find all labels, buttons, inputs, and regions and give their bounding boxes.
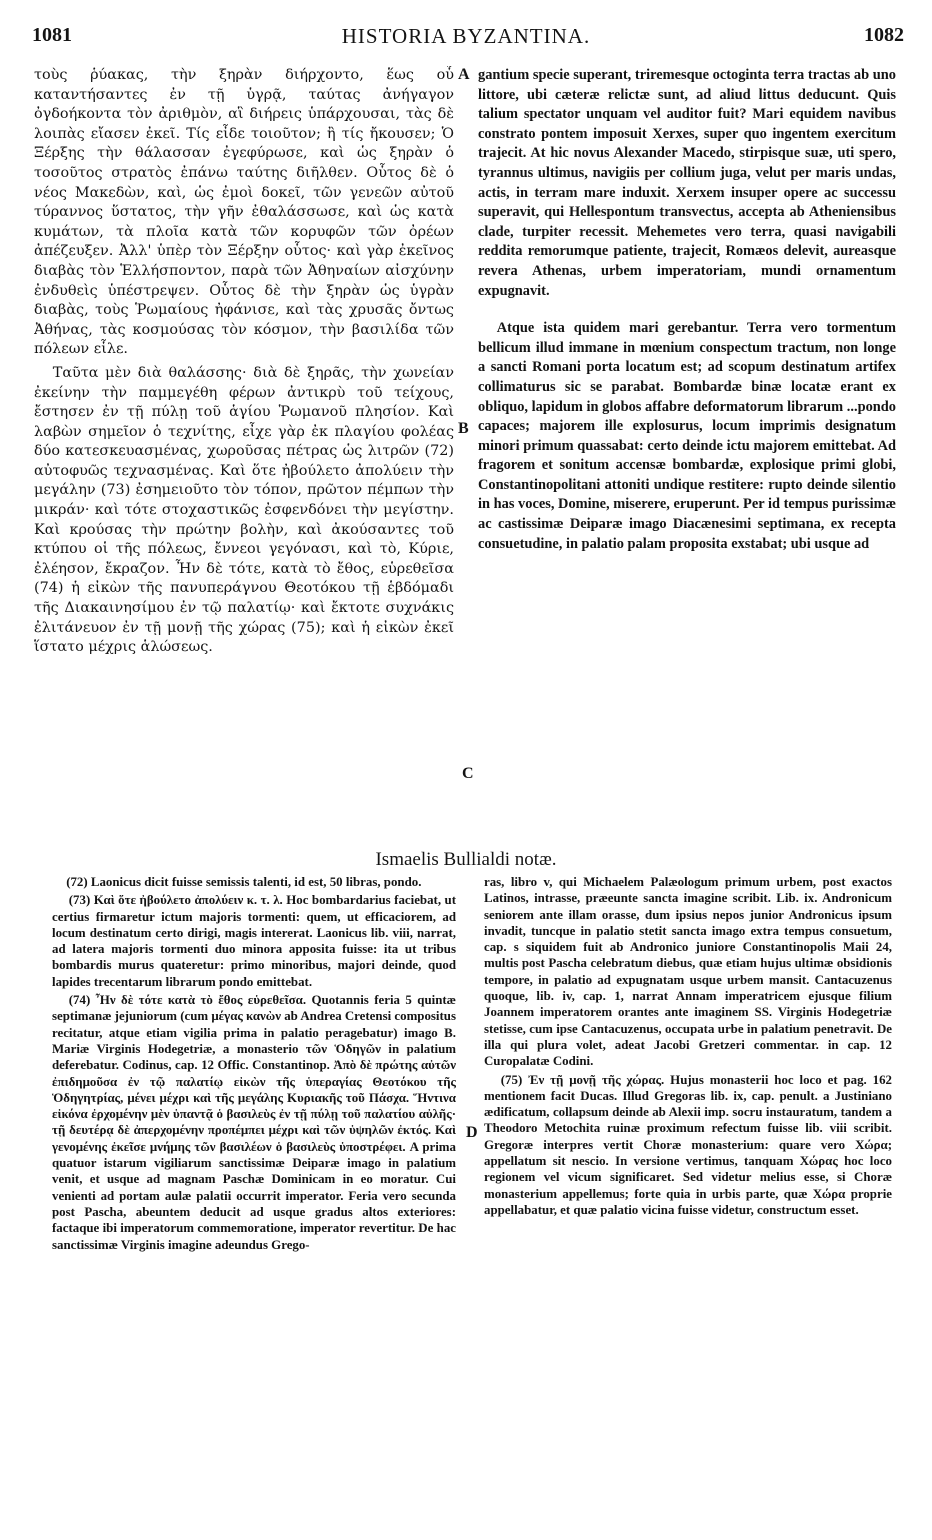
notes-left-column bbox=[52, 874, 456, 1524]
margin-letter-a: A bbox=[458, 66, 470, 83]
greek-column bbox=[34, 66, 454, 834]
latin-paragraph-1: gantium specie superant, triremesque octoginta terra tractas ab uno littore, ubi cæteræ relictæ sunt, ad aliud littus deducunt. Quis talium spectator unquam vel auditor fuit? Mari equidem navibus constrato pontem imposuit Xerxes, super quo ingentem exercitum trajecit. At hic novus Alexander Macedo, stirpisque suæ, uti spero, tyrannus ultimus, navigiis per collium juga, velut per maris undas, actis, in terram mare induxit. Xerxem insuper opere ac successu superavit, qui Hellespontum transvectus, accepta ab Atheniensibus clade, turpiter recessit. Mehemetes vero terra, quasi navigabili reddita remorumque patiente, trajecit, Romæos delevit, aureasque revera Athenas, urbem imperatoriam, mundi ornamentum expugnavit. bbox=[478, 67, 896, 299]
margin-letter-d: D bbox=[466, 1124, 478, 1141]
note-72: (72) Laonicus dicit fuisse semissis talenti, id est, 50 libras, pondo. bbox=[66, 875, 422, 889]
greek-paragraph-2: Ταῦτα μὲν διὰ θαλάσσης· διὰ δὲ ξηρᾶς, τὴν χωνείαν ἐκείνην τὴν παμμεγέθη φέρων ἀντικρὺ τοῦ τείχους, ἔστησεν ἐν τῇ πύλῃ τοῦ ἁγίου Ῥωμανοῦ πλησίον. Καὶ λαβὼν σημεῖον ὁ τεχνίτης, εἶχε γὰρ ἐκ πλαγίου φολέας δύο κατεσκευασμένας, χωροῦσας πέτρας ὡς λιτρῶν (72) αὐτοφυῶς τεχνασμένας. Καὶ ὅτε ἠβούλετο ἀπολύειν τὴν μεγάλην (73) ἐσημειοῦτο τὸν τόπον, πρῶτον πέμπων τὴν μικράν· καὶ τότε στοχαστικῶς ἐσφενδόνει τὴν μεγίστην. Καὶ κρούσας τὴν πρώτην βολὴν, καὶ ἀκούσαντες τοῦ κτύπου οἱ τῆς πόλεως, ἔννεοι γεγόνασι, καὶ τὸ, Κύριε, ἐλέησον, ἔκραζον. Ἦν δὲ τότε, κατὰ τὸ ἔθος, εὑρεθεῖσα (74) ἡ εἰκὼν τῆς πανυπεράγνου Θεοτόκου τῇ ἑβδόμαδι τῆς Διακαινησίμου ἐν τῷ παλατίῳ· καὶ ἔκτοτε συχνάκις ἐλιτάνευον ἐν τῇ μονῇ τῆς χώρας (75); καὶ ἡ εἰκὼν ἐκεῖ ἵστατο μέχρις ἁλώσεως. bbox=[34, 364, 454, 656]
note-75: (75) Ἐν τῇ μονῇ τῆς χώρας. Hujus monasterii hoc loco et pag. 162 mentionem facit Ducas. Illud Gregoras lib. ix, cap. penult. a Justiniano ædificatum, collapsum deinde ab Alexii imp. socru instauratum, tandem a Theodoro Metochita ruinæ proximum refectum fuisse lib. viii scribit. Gregoræ interpres vertit Choræ monasterium: quare vero Χώρα; appellatum sit nescio. In versione vertimus, tanquam Χώρας hoc loco regionem vel vicum significaret. Sed videtur melius esse, si Choræ monasterium appellemus; forte quia in urbis parte, quæ Χώρα proprie appellabatur, et quæ palatio vicina fuisse videtur, constructum esset. bbox=[484, 1072, 892, 1217]
note-74: (74) Ἦν δὲ τότε κατὰ τὸ ἔθος εὑρεθεῖσα. Quotannis feria 5 quintæ septimanæ jejuniorum (cum μέγας κανὼν ab Andrea Cretensi compositus recitatur, atque etiam vigilia prima in palatio peragebatur) imago B. Mariæ Virginis Hodegetriæ, a monasterio τῶν Ὁδηγῶν in palatium deferebatur. Codinus, cap. 12 Offic. Constantinop. Ἀπὸ δὲ πρώτης αὐτῶν ἐπιδημοῦσα ἐν τῷ παλατίῳ εἰκὼν τῆς ὑπεραγίας Θεοτόκου τῆς Ὁδηγητρίας, μένει μέχρι καὶ τῆς μεγάλης Κυριακῆς τοῦ Πάσχα. Ἥντινα εἰκόνα ἐρχομένην μὲν ὑπαντᾷ ὁ βασιλεὺς ἐν τῇ πύλῃ τοῦ παλατίου αὐλῆς· τῇ δευτέρᾳ δὲ ἀπερχομένην προπέμπει μέχρι καὶ τῶν ὑψηλῶν ἐκτός. Καὶ γενομένης ἐκεῖσε μνήμης τῶν βασιλέων ὁ βασιλεὺς ὑποστρέφει. A prima quatuor istarum vigiliarum sanctissimæ Deiparæ imago in palatium venit, et usque ad magnam Paschæ Dominicam in eo moratur. Cui venienti ad portam aulæ palatii occurrit imperator. Feria vero secunda post Pascha, abeuntem deducit ad usque gradus altos exteriores: factaque ibi imperatorum commemoratione, imperator revertitur. De hac sanctissimæ Virginis imagine adeundus Grego- bbox=[52, 993, 456, 1252]
note-73: (73) Καὶ ὅτε ἠβούλετο ἀπολύειν κ. τ. λ. Hoc bombardarius faciebat, ut certius firmaretur ictum majoris tormenti: quem, ut efficaciorem, ad locum destinatum certo dirigi, magis intererat. Laonicus lib. viii, narrat, ad latera majoris tormenti duo minora apposita fuisse: ita ut tribus bombardis murus quateretur: primo minoribus, majori deinde, quod lapides trecentarum librarum pondo emittebat. bbox=[52, 893, 456, 989]
notes-right-column bbox=[484, 874, 892, 1524]
page-number-right: 1082 bbox=[864, 24, 904, 46]
note-74-continued: ras, libro v, qui Michaelem Palæologum primum urbem, post exactos Latinos, intrasse, præeunte sancta imagine scribit. Lib. ix. Andronicum seniorem ante illam orasse, dum ipsius nepos junior Andronicus ipsum invadit, tuncque in palatio stetit sancta imago extra tempus consuetum, cap. s siquidem fuit ab Andronico juniore Constantinopolis Maii 24, multis post Pascha celebratum diebus, quæ etiam hujus ultimæ obsidionis tempore, in palatio ad expugnatam usque urbem mansit. Cantacuzenus quoque, lib. iv, cap. 1, narrat Annam imperatricem ejusque filium Joannem imperatorem orantes ante imaginem SS. Virginis Hodegetriæ stetisse, cum ipse Cantacuzenus, occupata urbe in palatium penetravit. De illa qui plura volet, adeat Jacobi Gretzeri commentar. in cap. 12 Curopalatæ Codini. bbox=[484, 875, 892, 1069]
latin-column bbox=[478, 66, 896, 834]
notes-heading: Ismaelis Bullialdi notæ. bbox=[375, 849, 557, 870]
page-title: HISTORIA BYZANTINA. bbox=[341, 24, 591, 48]
greek-paragraph-1: τοὺς ῥύακας, τὴν ξηρὰν διήρχοντο, ἕως οὗ καταντήσαντες ἐν τῇ ὑγρᾷ, ταύτας ἀνήγαγον ὀγδοήκοντα τὸν ἀριθμὸν, αἳ διήρεις ὑπάρχουσαι, τὰς δὲ λοιπὰς εἴασεν ἐκεῖ. Τίς εἶδε τοιοῦτον; ἢ τίς ἤκουσεν; Ὁ Ξέρξης τὴν θάλασσαν ἐγεφύρωσε, καὶ ὡς ξηρὰν ὁ τοσοῦτος στρατὸς ἐπάνω ταύτης διῆλθεν. Οὗτος δὲ ὁ νέος Μακεδὼν, καὶ, ὡς ἐμοὶ δοκεῖ, τῶν γενεῶν αὐτοῦ τύραννος ὕστατος, τὴν γῆν ἐθαλάσσωσε, καὶ ὡς κατὰ κυμάτων, τὰ πλοῖα κατὰ τῶν κορυφῶν τῶν ὀρέων ἀπέζευξεν. Ἀλλ' ὑπὲρ τὸν Ξέρξην οὗτος· καὶ γὰρ ἐκεῖνος διαβὰς τὸν Ἑλλήσποντον, παρὰ τῶν Ἀθηναίων αἰσχύνην ἐνδυθεὶς ὑπέστρεψεν. Οὗτος δὲ τὴν ξηρὰν ὡς ὑγρὰν διαβὰς, τοὺς Ῥωμαίους ἠφάνισε, καὶ τὰς χρυσᾶς ὄντως Ἀθήνας, τὰς κοσμούσας τὸν κόσμον, τὴν βασιλίδα τῶν πόλεων εἷλε. bbox=[34, 67, 454, 358]
page-number-left: 1081 bbox=[32, 24, 72, 46]
margin-letter-c: C bbox=[462, 765, 474, 782]
latin-paragraph-2: Atque ista quidem mari gerebantur. Terra vero tormentum bellicum illud immane in mœnium conspectum tractum, non longe a sancti Romani porta locatum est; ad scopum destinatum artifex collimaturus sic se parabat. Bombardæ binæ locatæ erant ex obliquo, lapidum in globos affabre deformatorum librarum ...pondo capaces; majorem ille explosurus, locum imprimis designatum minori primum quassabat: certo deinde ictu majorem emittebat. Ad fragorem et sonitum accensæ bombardæ, explosique primi globi, Constantinopolitani attoniti undique restitere: rupto deinde silentio in has voces, Domine, miserere, eruperunt. Per id tempus purissimæ ac castissimæ Deiparæ imago Diacænesimi septimana, ex recepta consuetudine, in palatio palam proposita exstabat; ubi usque ad bbox=[478, 320, 896, 552]
margin-letter-b: B bbox=[458, 420, 469, 437]
